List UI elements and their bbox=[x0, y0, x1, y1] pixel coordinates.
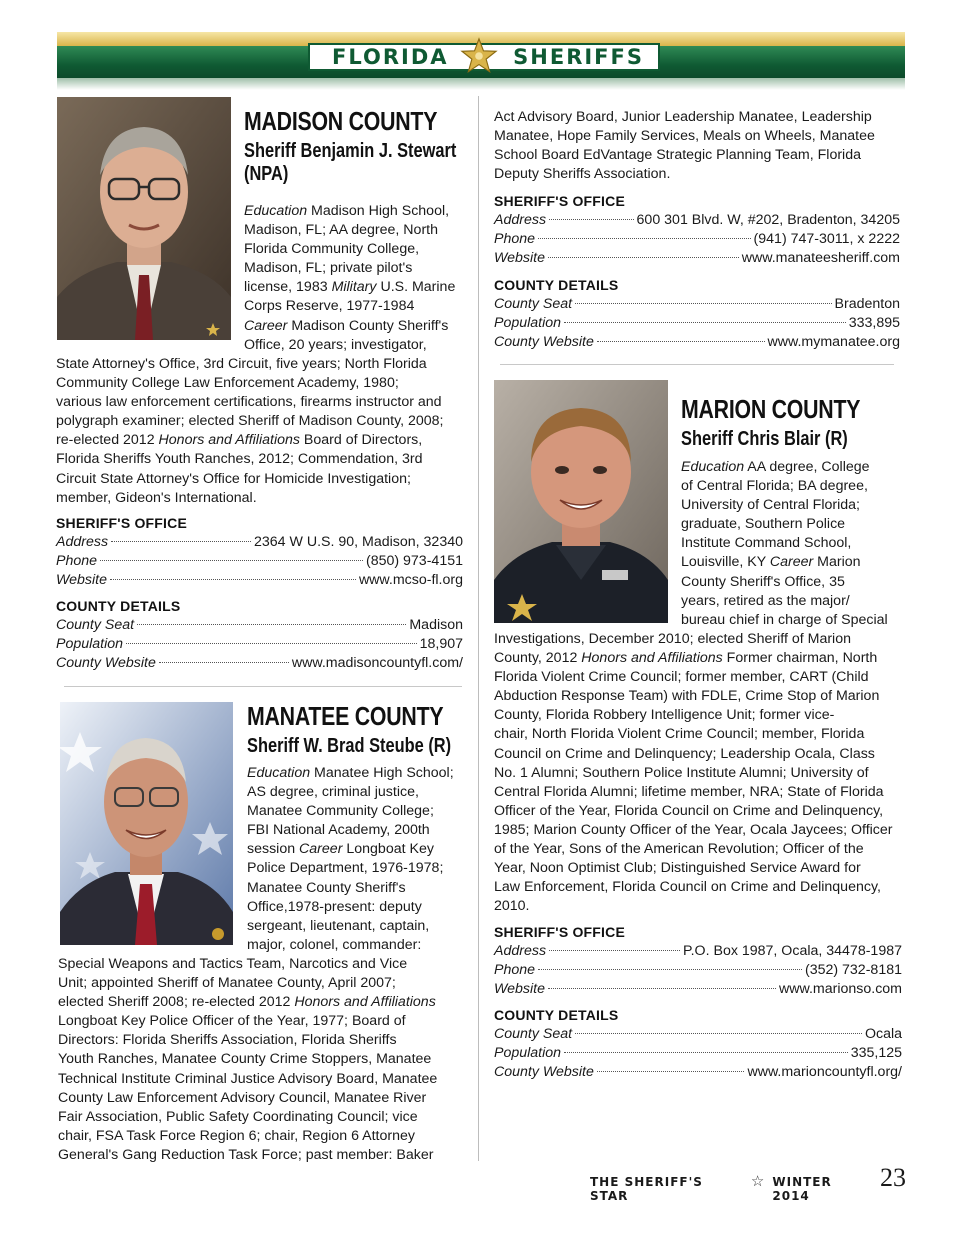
bio-text: Year, Noon Optimist Club; Distinguished Service Award for bbox=[494, 860, 861, 877]
marion-county-seat: Ocala bbox=[864, 1026, 902, 1042]
bio-line bbox=[58, 1050, 476, 1069]
marion-sheriff-photo bbox=[494, 380, 668, 623]
bio-text: Central Florida Alumni; lifetime member, NRA; State of Florida bbox=[494, 783, 884, 800]
bio-line bbox=[58, 1031, 476, 1050]
bio-line bbox=[244, 221, 474, 240]
manatee-county-website-link[interactable]: www.mymanatee.org bbox=[767, 334, 900, 350]
bio-line bbox=[56, 450, 476, 469]
bio-text: sergeant, lieutenant, captain, bbox=[247, 917, 430, 934]
population-label: Population bbox=[56, 636, 124, 652]
marion-county-website-link[interactable]: www.marioncountyfl.org/ bbox=[747, 1064, 902, 1080]
population-label: Population bbox=[494, 315, 562, 331]
marion-address: P.O. Box 1987, Ocala, 34478-1987 bbox=[682, 943, 902, 959]
marion-address-row bbox=[494, 942, 902, 961]
county-seat-label: County Seat bbox=[494, 296, 573, 312]
website-label: Website bbox=[494, 250, 545, 266]
marion-phone: (352) 732-8181 bbox=[804, 962, 902, 978]
bio-text: Longboat Key Police Officer of the Year, 1977; Board of bbox=[58, 1013, 406, 1030]
bio-text: Deputy Sheriffs Association. bbox=[494, 166, 671, 183]
bio-line bbox=[244, 317, 474, 336]
marion-office-heading: SHERIFF'S OFFICE bbox=[494, 924, 625, 940]
address-label: Address bbox=[494, 943, 547, 959]
madison-population-row bbox=[56, 635, 463, 654]
bio-text: of the Year, Sons of the American Revolution; Officer of the bbox=[494, 841, 864, 858]
bio-text: graduate, Southern Police bbox=[681, 516, 846, 533]
marion-bio-top bbox=[681, 458, 905, 630]
bio-line bbox=[58, 974, 476, 993]
bio-line bbox=[494, 649, 906, 668]
manatee-county-seat: Bradenton bbox=[834, 296, 900, 312]
bio-text: Madison, FL; private pilot's bbox=[244, 260, 413, 277]
bio-text: Officer of the Year, Florida Council on Crime and Delinquency, bbox=[494, 802, 884, 819]
bio-text: Florida Violent Crime Council; former member, CART (Child bbox=[494, 669, 869, 686]
county-website-label: County Website bbox=[56, 655, 156, 671]
website-label: Website bbox=[56, 572, 107, 588]
bio-text: Investigations, December 2010; elected Sheriff of Marion bbox=[494, 631, 851, 647]
bio-line bbox=[56, 355, 476, 374]
madison-sheriff-photo bbox=[57, 97, 231, 340]
bio-line bbox=[494, 840, 906, 859]
bio-italic-term: Honors and Affiliations bbox=[158, 432, 300, 449]
marion-county-website-row bbox=[494, 1063, 902, 1082]
bio-italic-term: Career bbox=[299, 841, 343, 858]
madison-sheriff-party: (NPA) bbox=[244, 163, 289, 185]
banner-left-text: FLORIDA bbox=[332, 45, 449, 69]
bio-line bbox=[247, 917, 472, 936]
bio-text: Directors: Florida Sheriffs Association, Florida Sheriffs bbox=[58, 1032, 397, 1049]
bio-line bbox=[681, 573, 905, 592]
bio-line bbox=[247, 936, 472, 955]
bio-line bbox=[681, 515, 905, 534]
bio-line bbox=[681, 611, 905, 630]
bio-italic-term: Career bbox=[769, 554, 814, 571]
bio-text: Manatee, Hope Family Services, Meals on Wheels, Manatee bbox=[494, 128, 875, 145]
bio-text: license, 1983 bbox=[244, 279, 332, 296]
population-label: Population bbox=[494, 1045, 562, 1061]
bio-text: County Law Enforcement Advisory Council, Manatee River bbox=[58, 1089, 427, 1106]
bio-line bbox=[56, 374, 476, 393]
bio-text: Former chairman, North bbox=[722, 650, 878, 667]
manatee-details-heading: COUNTY DETAILS bbox=[494, 277, 619, 293]
bio-text: Board of Directors, bbox=[299, 432, 423, 449]
manatee-website-link[interactable]: www.manateesheriff.com bbox=[741, 250, 900, 266]
bio-line bbox=[494, 127, 904, 146]
bio-line bbox=[56, 489, 476, 508]
bio-line bbox=[681, 477, 905, 496]
bio-text: Law Enforcement, Florida Council on Crime and Delinquency, bbox=[494, 879, 881, 896]
bio-line bbox=[494, 165, 904, 184]
manatee-bio-bottom bbox=[58, 955, 476, 1165]
bio-line bbox=[58, 993, 476, 1012]
bio-text: Police Department, 1976-1978; bbox=[247, 860, 444, 877]
bio-text: of Central Florida; BA degree, bbox=[681, 478, 868, 495]
bio-line bbox=[247, 898, 472, 917]
bio-italic-term: Career bbox=[244, 317, 288, 334]
bio-text: Madison High School, bbox=[307, 203, 450, 219]
bio-line bbox=[58, 1012, 476, 1031]
bio-line bbox=[681, 592, 905, 611]
bio-text: 1985; Marion County Officer of the Year, Ocala Jaycees; Officer bbox=[494, 821, 893, 838]
bio-line bbox=[494, 146, 904, 165]
madison-address: 2364 W U.S. 90, Madison, 32340 bbox=[254, 534, 463, 550]
county-website-label: County Website bbox=[494, 1064, 594, 1080]
madison-website-row bbox=[56, 571, 463, 590]
bio-text: Florida Community College, bbox=[244, 241, 420, 258]
address-label: Address bbox=[56, 534, 109, 550]
manatee-sheriff-photo bbox=[60, 702, 233, 945]
bio-line bbox=[494, 725, 906, 744]
bio-text: State Attorney's Office, 3rd Circuit, five years; North Florida bbox=[56, 356, 427, 372]
bio-text: AS degree, criminal justice, bbox=[247, 784, 419, 801]
bio-italic-term: Education bbox=[244, 203, 308, 219]
marion-website-link[interactable]: www.marionso.com bbox=[779, 981, 902, 997]
bio-line bbox=[494, 668, 906, 687]
manatee-office-heading: SHERIFF'S OFFICE bbox=[494, 193, 625, 209]
madison-bio-top bbox=[244, 202, 474, 355]
outline-star-icon: ☆ bbox=[750, 1173, 765, 1190]
column-divider bbox=[478, 96, 479, 1161]
bio-text: No. 1 Alumni; Southern Police Institute Alumni; University of bbox=[494, 764, 869, 781]
phone-label: Phone bbox=[56, 553, 98, 569]
bio-text: polygraph examiner; elected Sheriff of Madison County, 2008; bbox=[56, 413, 444, 430]
bio-line bbox=[494, 878, 906, 897]
bio-line bbox=[58, 1070, 476, 1089]
bio-line bbox=[494, 764, 906, 783]
bio-line bbox=[244, 336, 474, 355]
bio-line bbox=[56, 470, 476, 489]
marion-population: 335,125 bbox=[850, 1045, 902, 1061]
bio-line bbox=[681, 496, 905, 515]
bio-line bbox=[494, 802, 906, 821]
bio-line bbox=[244, 259, 474, 278]
manatee-bio-top bbox=[247, 764, 472, 955]
bio-italic-term: Honors and Affiliations bbox=[581, 650, 723, 667]
phone-label: Phone bbox=[494, 231, 536, 247]
bio-text: Manatee High School; bbox=[310, 765, 454, 781]
page-footer bbox=[590, 1163, 906, 1203]
manatee-website-row bbox=[494, 249, 900, 268]
bio-text: bureau chief in charge of Special bbox=[681, 611, 888, 628]
bio-line bbox=[247, 879, 472, 898]
madison-phone-row bbox=[56, 552, 463, 571]
bio-line bbox=[494, 783, 906, 802]
county-seat-label: County Seat bbox=[494, 1026, 573, 1042]
bio-text: U.S. Marine bbox=[376, 279, 456, 296]
manatee-bio-continued bbox=[494, 108, 904, 184]
manatee-address: 600 301 Blvd. W, #202, Bradenton, 34205 bbox=[636, 212, 900, 228]
manatee-county-website-row bbox=[494, 333, 900, 352]
bio-text: 2010. bbox=[494, 898, 530, 915]
bio-line bbox=[56, 393, 476, 412]
bio-text: session bbox=[247, 841, 300, 858]
manatee-sheriff-name: Sheriff W. Brad Steube (R) bbox=[247, 735, 452, 757]
bio-text: member, Gideon's International. bbox=[56, 489, 257, 506]
county-seat-label: County Seat bbox=[56, 617, 135, 633]
bio-text: Office,1978-present: deputy bbox=[247, 898, 422, 915]
publication-name: THE SHERIFF'S STAR bbox=[590, 1175, 703, 1203]
section-banner bbox=[308, 43, 660, 71]
bio-italic-term: Honors and Affiliations bbox=[294, 994, 436, 1011]
manatee-county-heading: MANATEE COUNTY bbox=[247, 701, 444, 731]
bio-line bbox=[494, 687, 906, 706]
phone-label: Phone bbox=[494, 962, 536, 978]
marion-phone-row bbox=[494, 961, 902, 980]
bio-line bbox=[58, 955, 476, 974]
bio-line bbox=[244, 278, 474, 297]
bio-line bbox=[58, 1146, 476, 1165]
bio-italic-term: Military bbox=[331, 279, 377, 296]
marion-seat-row bbox=[494, 1025, 902, 1044]
manatee-population: 333,895 bbox=[848, 315, 900, 331]
bio-italic-term: Education bbox=[681, 459, 745, 475]
page-number: 23 bbox=[880, 1163, 906, 1192]
manatee-address-row bbox=[494, 211, 900, 230]
county-website-label: County Website bbox=[494, 334, 594, 350]
bio-line bbox=[494, 897, 906, 916]
bio-text: AA degree, College bbox=[744, 459, 870, 475]
bio-line bbox=[244, 202, 474, 221]
bio-line bbox=[247, 783, 472, 802]
bio-text: Act Advisory Board, Junior Leadership Manatee, Leadership bbox=[494, 109, 872, 125]
bio-line bbox=[494, 706, 906, 725]
madison-county-heading: MADISON COUNTY bbox=[244, 106, 438, 136]
madison-county-seat: Madison bbox=[409, 617, 463, 633]
bio-text: FBI National Academy, 200th bbox=[247, 822, 430, 839]
bio-line bbox=[681, 534, 905, 553]
bio-text: University of Central Florida; bbox=[681, 497, 860, 514]
bio-text: Youth Ranches, Manatee County Crime Stoppers, Manatee bbox=[58, 1051, 432, 1068]
bio-text: major, colonel, commander: bbox=[247, 936, 422, 953]
website-label: Website bbox=[494, 981, 545, 997]
bio-line bbox=[56, 431, 476, 450]
section-divider bbox=[500, 364, 894, 365]
madison-sheriff-name: Sheriff Benjamin J. Stewart bbox=[244, 140, 457, 162]
bio-text: Madison, FL; AA degree, North bbox=[244, 222, 439, 239]
bio-text: Council on Crime and Delinquency; Leadership Ocala, Class bbox=[494, 745, 875, 762]
bio-text: Longboat Key bbox=[342, 841, 434, 858]
madison-bio-bottom bbox=[56, 355, 476, 508]
marion-sheriff-name: Sheriff Chris Blair (R) bbox=[681, 428, 848, 450]
madison-office-heading: SHERIFF'S OFFICE bbox=[56, 515, 187, 531]
issue-date: WINTER 2014 bbox=[772, 1175, 832, 1203]
bio-text: chair, FSA Task Force Region 6; chair, Region 6 Attorney bbox=[58, 1127, 415, 1144]
marion-website-row bbox=[494, 980, 902, 999]
bio-text: General's Gang Reduction Task Force; past member: Baker bbox=[58, 1146, 434, 1163]
bio-text: various law enforcement certifications, firearms instructor and bbox=[56, 394, 442, 411]
bio-line bbox=[494, 108, 904, 127]
banner-right-text: SHERIFFS bbox=[513, 45, 644, 69]
bio-line bbox=[494, 745, 906, 764]
bio-text: Community College Law Enforcement Academy, 1980; bbox=[56, 375, 399, 392]
bio-line bbox=[247, 859, 472, 878]
bio-text: Manatee County Sheriff's bbox=[247, 879, 406, 896]
bio-line bbox=[494, 821, 906, 840]
manatee-phone-row bbox=[494, 230, 900, 249]
bio-text: Corps Reserve, 1977-1984 bbox=[244, 298, 415, 315]
bio-text: Office, 20 years; investigator, bbox=[244, 336, 427, 353]
manatee-phone: (941) 747-3011, x 2222 bbox=[753, 231, 900, 247]
madison-phone: (850) 973-4151 bbox=[365, 553, 463, 569]
bio-line bbox=[247, 840, 472, 859]
bio-line bbox=[58, 1108, 476, 1127]
bio-text: School Board EdVantage Strategic Planning Team, Florida bbox=[494, 147, 861, 164]
madison-website-link[interactable]: www.mcso-fl.org bbox=[358, 572, 463, 588]
marion-population-row bbox=[494, 1044, 902, 1063]
bio-text: re-elected 2012 bbox=[56, 432, 159, 449]
bio-line bbox=[681, 553, 905, 572]
bio-text: Abduction Response Team) with FDLE, Crime Stop of Marion bbox=[494, 688, 880, 705]
bio-line bbox=[494, 859, 906, 878]
bio-line bbox=[58, 1089, 476, 1108]
madison-seat-row bbox=[56, 616, 463, 635]
address-label: Address bbox=[494, 212, 547, 228]
madison-address-row bbox=[56, 533, 463, 552]
bio-text: years, retired as the major/ bbox=[681, 592, 850, 609]
bio-text: Madison County Sheriff's bbox=[287, 317, 449, 334]
section-divider bbox=[64, 686, 462, 687]
bio-line bbox=[247, 764, 472, 783]
bio-text: County, Florida Robbery Intelligence Unit; former vice- bbox=[494, 707, 835, 724]
bio-line bbox=[244, 297, 474, 316]
marion-bio-bottom bbox=[494, 630, 906, 916]
bio-text: Louisville, KY bbox=[681, 554, 770, 571]
bio-line bbox=[244, 240, 474, 259]
madison-county-website-row bbox=[56, 654, 463, 673]
bio-line bbox=[247, 802, 472, 821]
bio-text: Special Weapons and Tactics Team, Narcotics and Vice bbox=[58, 956, 408, 972]
bio-text: Manatee Community College; bbox=[247, 803, 434, 820]
bio-line bbox=[494, 630, 906, 649]
manatee-seat-row bbox=[494, 295, 900, 314]
bio-line bbox=[681, 458, 905, 477]
bio-italic-term: Education bbox=[247, 765, 311, 781]
bio-text: Unit; appointed Sheriff of Manatee County, April 2007; bbox=[58, 975, 396, 992]
madison-county-website-link[interactable]: www.madisoncountyfl.com/ bbox=[291, 655, 463, 671]
manatee-population-row bbox=[494, 314, 900, 333]
bio-text: Circuit State Attorney's Office for Homicide Investigation; bbox=[56, 470, 411, 487]
bio-text: chair, North Florida Violent Crime Council; member, Florida bbox=[494, 726, 865, 743]
gold-star-icon bbox=[460, 37, 498, 75]
bio-line bbox=[247, 821, 472, 840]
bio-line bbox=[58, 1127, 476, 1146]
bio-text: Technical Institute Criminal Justice Advisory Board, Manatee bbox=[58, 1070, 438, 1087]
bio-text: Florida Sheriffs Youth Ranches, 2012; Commendation, 3rd bbox=[56, 451, 423, 468]
bio-text: County, 2012 bbox=[494, 650, 582, 667]
bio-text: Marion bbox=[813, 554, 861, 571]
bio-text: County Sheriff's Office, 35 bbox=[681, 573, 845, 590]
marion-county-heading: MARION COUNTY bbox=[681, 394, 861, 424]
bio-text: Institute Command School, bbox=[681, 535, 852, 552]
marion-details-heading: COUNTY DETAILS bbox=[494, 1007, 619, 1023]
bio-text: elected Sheriff 2008; re-elected 2012 bbox=[58, 994, 295, 1011]
bio-text: Fair Association, Public Safety Coordinating Council; vice bbox=[58, 1108, 418, 1125]
madison-population: 18,907 bbox=[419, 636, 463, 652]
bio-line bbox=[56, 412, 476, 431]
madison-details-heading: COUNTY DETAILS bbox=[56, 598, 181, 614]
